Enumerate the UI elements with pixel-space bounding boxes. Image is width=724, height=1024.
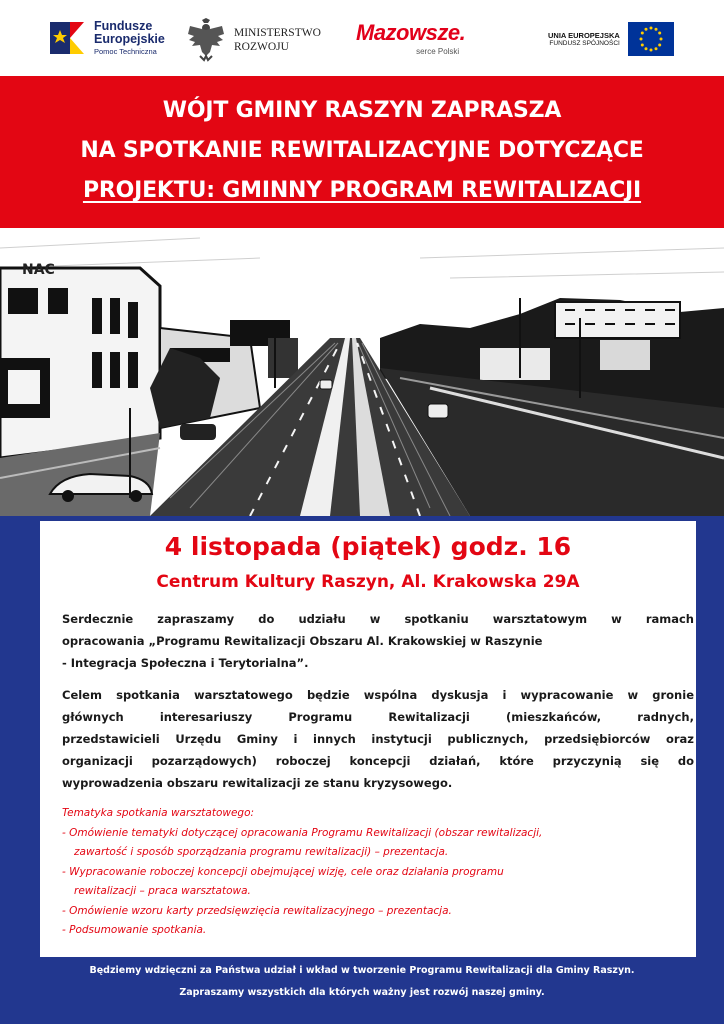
topic-item: - Podsumowanie spotkania. xyxy=(62,924,207,936)
event-date: 4 listopada (piątek) godz. 16 xyxy=(164,532,572,561)
svg-text:NAC: NAC xyxy=(22,262,55,278)
topic-item: - Omówienie wzoru karty przedsięwzięcia rewitalizacyjnego – prezentacja. xyxy=(62,904,452,917)
intro-line: Serdecznie zapraszamy do udziału w spotkaniu warsztatowym w ramach xyxy=(62,612,694,626)
header-title xyxy=(0,91,724,211)
event-venue: Centrum Kultury Raszyn, Al. Krakowska 29A xyxy=(156,572,580,592)
header-line-2: NA SPOTKANIE REWITALIZACYJNE DOTYCZĄCE xyxy=(80,138,644,163)
ministerstwo-line1: MINISTERSTWO xyxy=(234,26,321,39)
fundusze-europejskie-emblem-icon xyxy=(48,18,88,58)
topics-heading: Tematyka spotkania warsztatowego: xyxy=(62,807,255,819)
street-photo xyxy=(0,228,724,516)
purpose-line: organizacji pozarządowych) roboczej koncepcji działań, które przyczynią się do xyxy=(62,754,694,768)
footer-line-1: Będziemy wdzięczni za Państwa udział i wkład w tworzenie Programu Rewitalizacji dla Gminy Raszyn. xyxy=(89,965,635,976)
mazowsze-logo xyxy=(356,22,465,56)
fundusze-title-line1: Fundusze xyxy=(94,18,153,33)
mazowsze-title: Mazowsze. xyxy=(356,20,466,45)
unia-europejska-logo xyxy=(548,22,674,56)
purpose-line: przedstawicieli Urzędu Gminy i innych instytucji publicznych, przedsiębiorców oraz xyxy=(62,732,694,746)
fundusze-europejskie-logo xyxy=(48,18,165,58)
ministerstwo-line2: ROZWOJU xyxy=(234,41,289,53)
footer-line-2: Zapraszamy wszystkich dla których ważny jest rozwój naszej gminy. xyxy=(179,987,545,998)
topic-item: - Omówienie tematyki dotyczącej opracowania Programu Rewitalizacji (obszar rewitalizacji, xyxy=(62,826,543,839)
topic-item: - Wypracowanie roboczej koncepcji obejmującej wizję, cele oraz działania programu xyxy=(62,865,504,878)
unia-line1: UNIA EUROPEJSKA xyxy=(548,30,620,40)
intro-line: opracowania „Programu Rewitalizacji Obszaru Al. Krakowskiej w Raszynie xyxy=(62,634,543,648)
ministerstwo-rozwoju-logo xyxy=(186,18,321,62)
fundusze-subtitle: Pomoc Techniczna xyxy=(94,47,157,57)
unia-line2: FUNDUSZ SPÓJNOŚCI xyxy=(549,39,620,47)
logo-bar xyxy=(0,0,724,76)
purpose-line: wyprowadzenia obszaru rewitalizacji ze stanu kryzysowego. xyxy=(62,776,453,790)
fundusze-title-line2: Europejskie xyxy=(94,32,165,47)
topics-list xyxy=(62,804,694,941)
purpose-line: głównych interesariuszy Programu Rewitalizacji (mieszkańców, radnych, xyxy=(62,710,694,724)
intro-line: - Integracja Społeczna i Terytorialna”. xyxy=(62,656,309,670)
purpose-paragraph xyxy=(62,684,694,794)
topic-item-continuation: rewitalizacji – praca warsztatowa. xyxy=(74,885,251,897)
intro-paragraph xyxy=(62,608,694,674)
eagle-emblem-icon xyxy=(186,18,226,62)
header-line-3: PROJEKTU: GMINNY PROGRAM REWITALIZACJI xyxy=(82,178,642,203)
topic-item-continuation: zawartość i sposób sporządzania programu rewitalizacji) – prezentacja. xyxy=(74,846,449,858)
mazowsze-subtitle: serce Polski xyxy=(416,47,460,56)
eu-flag-icon xyxy=(628,22,674,56)
purpose-line: Celem spotkania warsztatowego będzie wspólna dyskusja i wypracowanie w gronie xyxy=(62,688,694,702)
header-line-1: WÓJT GMINY RASZYN ZAPRASZA xyxy=(162,98,562,123)
